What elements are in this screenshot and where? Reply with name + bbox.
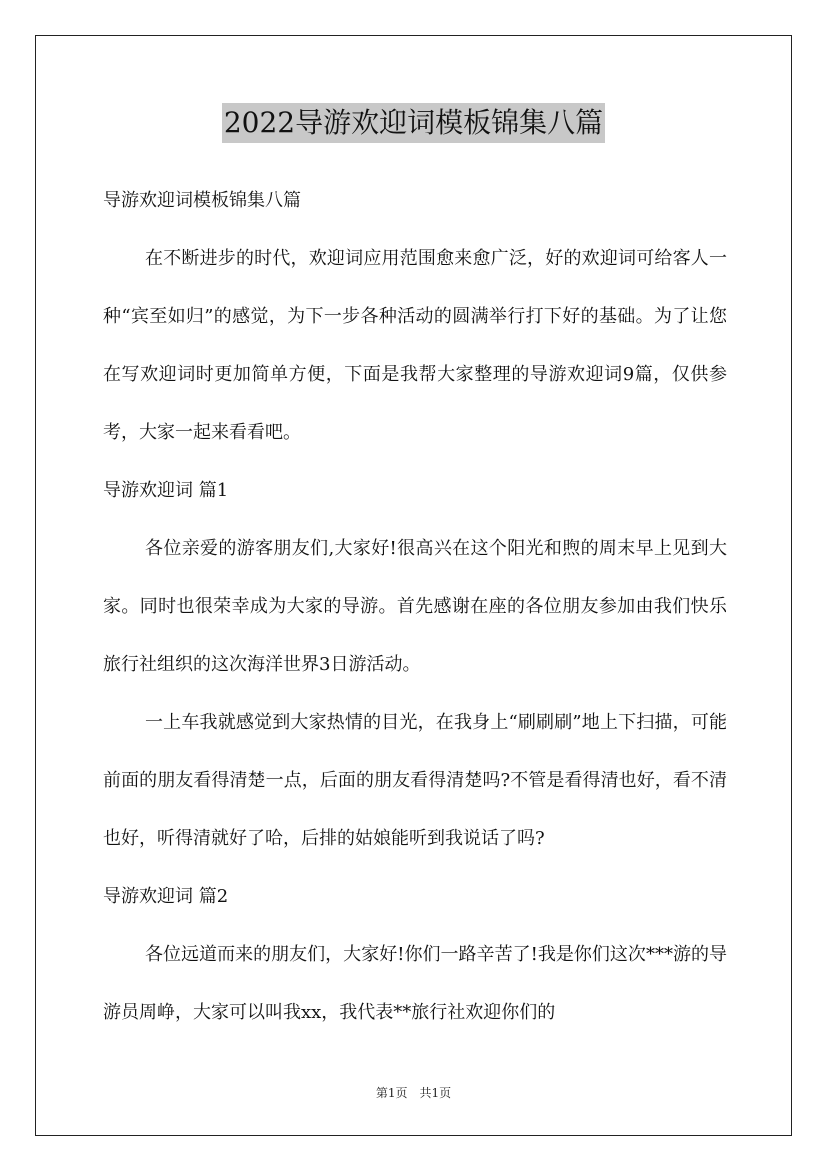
document-title: 2022导游欢迎词模板锦集八篇 bbox=[222, 103, 605, 143]
intro-paragraph: 在不断进步的时代，欢迎词应用范围愈来愈广泛，好的欢迎词可给客人一种“宾至如归”的感觉，为下一步各种活动的圆满举行打下好的基础。为了让您在写欢迎词时更加简单方便，下面是我帮大家整理的导游欢迎词9篇，仅供参考，大家一起来看看吧。 bbox=[103, 248, 727, 443]
page-number: 第1页 共1页 bbox=[375, 1086, 452, 1100]
document-body bbox=[103, 172, 727, 1042]
title-container bbox=[0, 103, 827, 143]
section-1-paragraph-1: 各位亲爱的游客朋友们,大家好!很高兴在这个阳光和煦的周末早上见到大家。同时也很荣幸成为大家的导游。首先感谢在座的各位朋友参加由我们快乐旅行社组织的这次海洋世界3日游活动。 bbox=[103, 538, 727, 675]
document-subtitle: 导游欢迎词模板锦集八篇 bbox=[103, 190, 301, 211]
section-1-paragraph-2: 一上车我就感觉到大家热情的目光，在我身上“刷刷刷”地上下扫描，可能前面的朋友看得清楚一点，后面的朋友看得清楚吗?不管是看得清也好，看不清也好，听得清就好了哈，后排的姑娘能听到我说话了吗? bbox=[103, 712, 727, 849]
section-heading-2: 导游欢迎词 篇2 bbox=[103, 886, 229, 907]
section-heading-1: 导游欢迎词 篇1 bbox=[103, 480, 229, 501]
section-2-paragraph-1: 各位远道而来的朋友们，大家好!你们一路辛苦了!我是你们这次***游的导游员周峥，大家可以叫我xx，我代表**旅行社欢迎你们的 bbox=[103, 944, 727, 1023]
